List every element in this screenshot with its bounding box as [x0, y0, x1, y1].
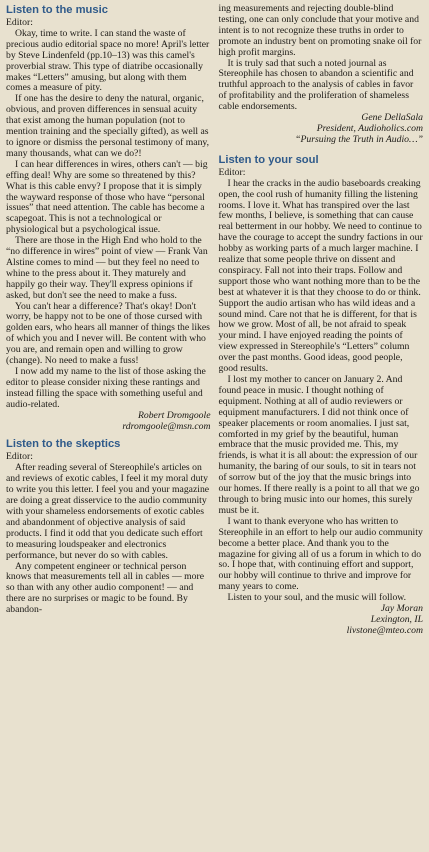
paragraph: ing measurements and rejecting double-blind testing, one can only conclude that your motive and intent is to not recognize these truths in order to promote an industry bent on promoting snake oil for high profit margins.	[218, 3, 422, 58]
paragraph: It is truly sad that such a noted journal as Stereophile has chosen to abandon a scientific and truthful approach to the analysis of cables in favor of profitability and the proliferation of shameless cable endorsements.	[218, 57, 414, 113]
letter-listen-to-the-skeptics	[6, 438, 211, 616]
paragraph: Okay, time to write. I can stand the waste of precious audio editorial space no more! April's letter by Steve Lindenfeld (pp.10–13) was this camel's proverbial straw. This type of diatribe occasionally makes “Letters” amusing, but along with them comes a measure of pity.	[6, 27, 210, 94]
left-column	[6, 4, 211, 852]
paragraph: I now add my name to the list of those asking the editor to please consider nixing these rantings and instead filling the space with something useful and audio-related.	[6, 366, 206, 410]
paragraph: You can't hear a difference? That's okay! Don't worry, be happy not to be one of those cursed with golden ears, who hears all manner of things the likes of which you and I never will. Be content with who you are, and remain open and willing to grow (change). No need to make a fuss!	[6, 300, 210, 367]
paragraph: After reading several of Stereophile's articles on and reviews of exotic cables, I feel it my moral duty to write you this letter. I feel you and your magazine are doing a great disservice to the audio community with your shameless endorsements of exotic cables and abandonment of objective analysis of said products. I find it odd that you dedicate such effort to measuring loudspeaker and electronics performance, but never do so with cables.	[6, 462, 210, 561]
paragraph: There are those in the High End who hold to the “no difference in wires” point of view — Frank Van Alstine comes to mind — but they feel no need to whine to the press about it. They maturely and happily go their way. They'll express opinions if asked, but don't see the need to make a fuss.	[6, 235, 208, 301]
letter-skeptics-continued	[219, 4, 424, 146]
salutation: Editor:	[6, 17, 33, 28]
letter-listen-to-the-music	[6, 4, 211, 432]
letter-heading: Listen to your soul	[218, 153, 319, 166]
salutation: Editor:	[6, 451, 33, 463]
signature-name: Robert Dromgoole	[137, 409, 211, 421]
letter-heading: Listen to the music	[6, 4, 108, 16]
signature-tagline: “Pursuing the Truth in Audio…”	[295, 133, 423, 145]
signature-title: President, Audioholics.com	[316, 122, 423, 134]
signature-location: Lexington, IL	[370, 613, 423, 625]
letter-listen-to-your-soul	[219, 154, 424, 637]
paragraph: I hear the cracks in the audio baseboards creaking open, the cool rush of humanity filling the listening rooms. I love it. What has transpired over the last few months, I believe, is something that can cause real betterment in our hobby. We need to continue to have the courage to accept the sundry factions in our hobby as working parts of a much larger machine. I realize that some people thrive on dissent and conspiracy. Fall not into their traps. Follow and support those who want nothing more than to be the best at whatever it is that they choose to do or think. Support the audio artisan who has wild ideas and a sound mind. Care not that he is different, for that is how we grow. Most of all, be not afraid to speak your mind. I have enjoyed reading the points of view expressed in Stereophile's “Letters” column over the past months. Good ideas, good people, good results.	[218, 177, 423, 375]
paragraph: If one has the desire to deny the natural, organic, obvious, and proven differences in sensual acuity that exist among the human population (not to mention training and the specially gifted), as well as to ignore or dismiss the personal testimony of many, many thousands, what can we do?!	[6, 93, 210, 159]
signature-name: Jay Moran	[380, 603, 423, 615]
paragraph: I want to thank everyone who has written to Stereophile in an effort to help our audio community become a better place. And thank you to the magazine for giving all of us a forum in which to do so. I hope that, with continuing effort and support, our hobby will continue to thrive and improve for many years to come.	[218, 515, 423, 593]
signature-email: rdromgoole@msn.com	[122, 420, 211, 432]
right-column	[219, 4, 424, 852]
paragraph: Listen to your soul, and the music will follow.	[227, 592, 407, 604]
letter-heading: Listen to the skeptics	[6, 438, 121, 451]
signature-email: livstone@mteo.com	[346, 624, 423, 636]
salutation: Editor:	[218, 166, 246, 178]
paragraph: I can hear differences in wires, others can't — big effing deal! Why are some so threatened by this? What is this cable envy? I propose that it is simply the wayward response of those who have “personal issues” that need attention. The cable has become a scapegoat. This is not a technological or physiological but a psychological issue.	[6, 158, 208, 236]
paragraph: I lost my mother to cancer on January 2. And found peace in music. I thought nothing of equipment. Nothing at all of audio reviewers or equipment manufacturers. I did not think once of speaker placements or room anomalies. I just sat, comforted in my grief by the beautiful, human embrace that the music provided me. This, my friends, is what it is all about: the expression of our humanity, the baring of our souls, to sit in tears not of sorrow but of the joy that the music brings into our homes. If there really is a point to all that we go through to bring music into our homes, this surely must be it.	[218, 374, 420, 516]
signature-name: Gene DellaSala	[361, 112, 423, 124]
paragraph: Any competent engineer or technical person knows that measurements tell all in cables — more so than with any other audio component! — and there are no surprises or magic to be found. By abandon-	[6, 560, 205, 616]
